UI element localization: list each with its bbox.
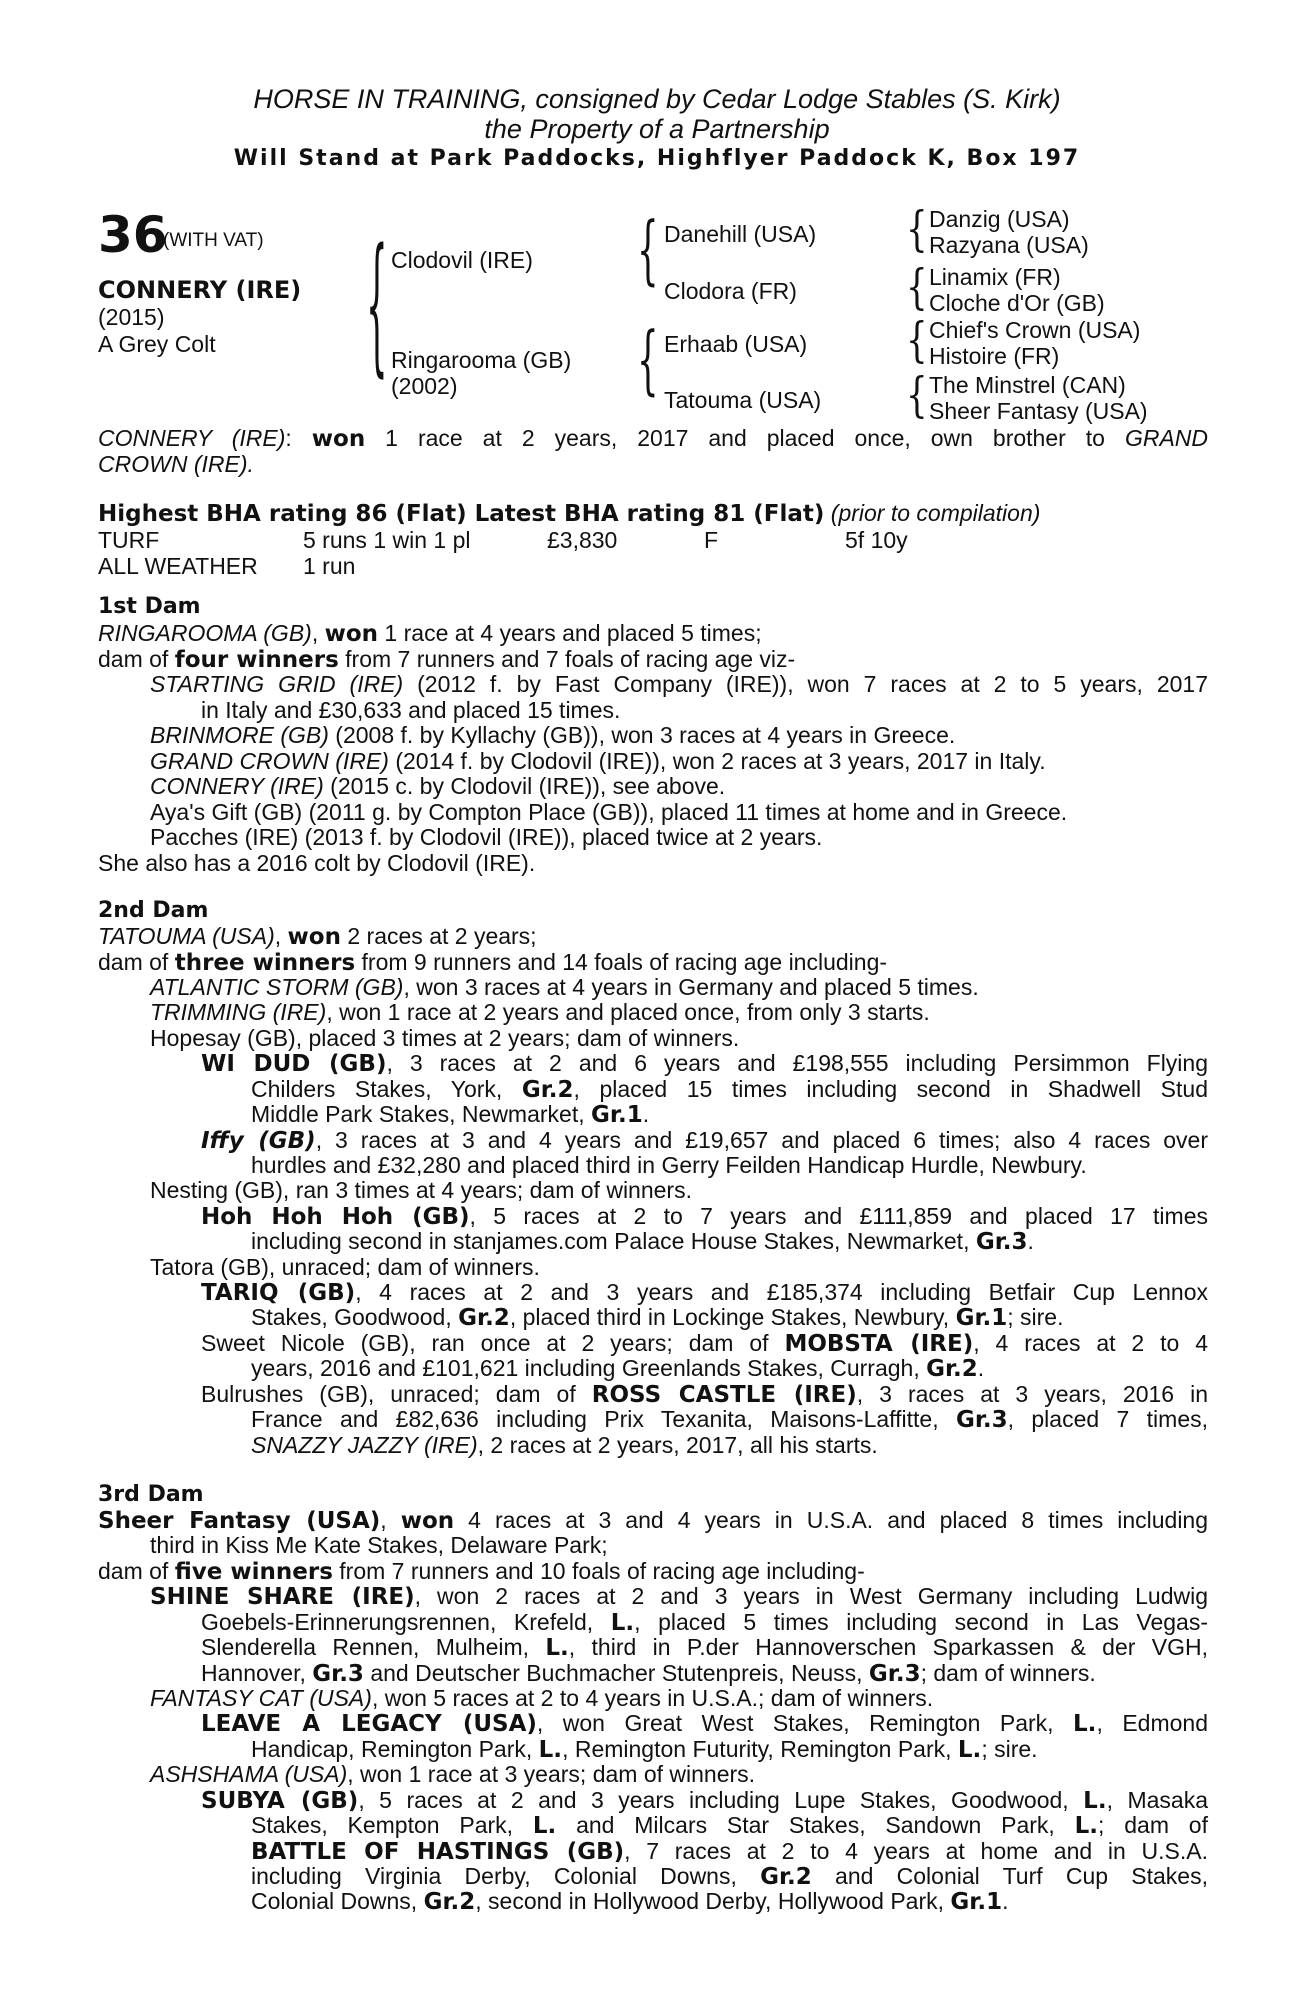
dam2-line: dam of three winners from 9 runners and 14 foals of racing age including- <box>98 949 888 976</box>
dam2-line: Sweet Nicole (GB), ran once at 2 years; dam of MOBSTA (IRE), 4 races at 2 to 4 <box>201 1330 1209 1357</box>
dam2-line: Nesting (GB), ran 3 times at 4 years; dam of winners. <box>150 1177 692 1203</box>
pedigree-gg1: Danzig (USA) <box>929 206 1070 232</box>
dam2-line: TRIMMING (IRE), won 1 race at 2 years and placed once, from only 3 starts. <box>150 999 930 1025</box>
header-property: the Property of a Partnership <box>484 114 830 144</box>
dam2-line: Iffy (GB), 3 races at 3 and 4 years and £19,657 and placed 6 times; also 4 races over <box>201 1127 1209 1154</box>
dam2-line: Stakes, Goodwood, Gr.2, placed third in Lockinge Stakes, Newbury, Gr.1; sire. <box>251 1304 1064 1331</box>
dam1-title: 1st Dam <box>98 594 201 619</box>
horse-description: A Grey Colt <box>98 331 216 357</box>
turf-label: TURF <box>98 527 160 553</box>
horse-year: (2015) <box>98 304 165 330</box>
dam3-line: FANTASY CAT (USA), won 5 races at 2 to 4 years in U.S.A.; dam of winners. <box>150 1685 934 1711</box>
dam2-line: years, 2016 and £101,621 including Greenlands Stakes, Curragh, Gr.2. <box>251 1355 985 1382</box>
dam3-line: Goebels-Erinnerungsrennen, Krefeld, L., placed 5 times including second in Las Vegas- <box>201 1609 1208 1636</box>
pedigree-sire-dam: Clodora (FR) <box>664 278 797 304</box>
turf-runs: 5 runs 1 win 1 pl <box>303 527 471 553</box>
horse-name: CONNERY (IRE) <box>98 276 302 304</box>
dam3-line: third in Kiss Me Kate Stakes, Delaware Park; <box>150 1532 608 1558</box>
dam3-title: 3rd Dam <box>98 1482 204 1507</box>
intro-line-2: CROWN (IRE). <box>98 451 254 477</box>
pedigree-sire-sire: Danehill (USA) <box>664 221 817 247</box>
pedigree-gg8: Sheer Fantasy (USA) <box>929 398 1148 424</box>
lot-number: 36 <box>98 206 168 264</box>
brace-icon: { <box>906 367 928 424</box>
brace-icon: { <box>366 218 388 395</box>
brace-icon: { <box>906 312 928 369</box>
pedigree-dam-sire: Erhaab (USA) <box>664 331 808 357</box>
aw-runs: 1 run <box>303 553 356 579</box>
brace-icon: { <box>637 207 659 296</box>
turf-going: F <box>704 527 719 553</box>
dam2-line: France and £82,636 including Prix Texanita, Maisons-Laffitte, Gr.3, placed 7 times, <box>251 1406 1209 1433</box>
dam1-line: RINGAROOMA (GB), won 1 race at 4 years and placed 5 times; <box>98 620 762 647</box>
dam1-line: CONNERY (IRE) (2015 c. by Clodovil (IRE)), see above. <box>150 773 726 799</box>
pedigree-dam-year: (2002) <box>391 373 458 399</box>
dam3-line: ASHSHAMA (USA), won 1 race at 3 years; dam of winners. <box>150 1761 756 1787</box>
rating-line: Highest BHA rating 86 (Flat) Latest BHA rating 81 (Flat) (prior to compilation) <box>98 500 1041 527</box>
dam3-line: dam of five winners from 7 runners and 10 foals of racing age including- <box>98 1558 865 1585</box>
pedigree-gg3: Linamix (FR) <box>929 264 1061 290</box>
pedigree-gg4: Cloche d'Or (GB) <box>929 290 1105 316</box>
dam3-line: SHINE SHARE (IRE), won 2 races at 2 and 3 years in West Germany including Ludwig <box>150 1583 1208 1610</box>
brace-icon: { <box>637 317 659 406</box>
dam1-line: STARTING GRID (IRE) (2012 f. by Fast Company (IRE)), won 7 races at 2 to 5 years, 2017 <box>150 671 1208 697</box>
dam1-line: She also has a 2016 colt by Clodovil (IRE). <box>98 850 536 876</box>
dam2-line: TARIQ (GB), 4 races at 2 and 3 years and £185,374 including Betfair Cup Lennox <box>201 1279 1209 1306</box>
pedigree-sire: Clodovil (IRE) <box>391 247 533 273</box>
header-stand: Will Stand at Park Paddocks, Highflyer Paddock K, Box 197 <box>233 146 1081 171</box>
dam2-line: SNAZZY JAZZY (IRE), 2 races at 2 years, 2017, all his starts. <box>251 1432 878 1458</box>
dam2-line: including second in stanjames.com Palace House Stakes, Newmarket, Gr.3. <box>251 1228 1034 1255</box>
dam3-line: LEAVE A LEGACY (USA), won Great West Stakes, Remington Park, L., Edmond <box>201 1710 1208 1737</box>
lot-vat: (WITH VAT) <box>163 230 264 251</box>
dam2-line: TATOUMA (USA), won 2 races at 2 years; <box>98 923 537 950</box>
dam2-line: Tatora (GB), unraced; dam of winners. <box>150 1254 540 1280</box>
brace-icon: { <box>906 201 928 258</box>
dam3-line: Slenderella Rennen, Mulheim, L., third in P.der Hannoverschen Sparkassen & der VGH, <box>201 1634 1208 1661</box>
dam1-line: in Italy and £30,633 and placed 15 times. <box>201 697 621 723</box>
dam2-line: ATLANTIC STORM (GB), won 3 races at 4 years in Germany and placed 5 times. <box>150 974 979 1000</box>
dam3-line: Handicap, Remington Park, L., Remington Futurity, Remington Park, L.; sire. <box>251 1736 1038 1763</box>
pedigree-gg7: The Minstrel (CAN) <box>929 372 1126 398</box>
intro-line: CONNERY (IRE): won 1 race at 2 years, 2017 and placed once, own brother to GRAND <box>98 425 1208 452</box>
dam2-title: 2nd Dam <box>98 898 209 923</box>
pedigree-gg2: Razyana (USA) <box>929 232 1089 258</box>
header-consignor: HORSE IN TRAINING, consigned by Cedar Lodge Stables (S. Kirk) <box>253 84 1061 114</box>
turf-money: £3,830 <box>547 527 618 553</box>
pedigree-dam-dam: Tatouma (USA) <box>664 387 822 413</box>
dam3-line: Sheer Fantasy (USA), won 4 races at 3 and 4 years in U.S.A. and placed 8 times including <box>98 1507 1209 1534</box>
dam2-line: hurdles and £32,280 and placed third in Gerry Feilden Handicap Hurdle, Newbury. <box>251 1152 1087 1178</box>
aw-label: ALL WEATHER <box>98 553 258 579</box>
dam1-line: GRAND CROWN (IRE) (2014 f. by Clodovil (IRE)), won 2 races at 3 years, 2017 in Italy. <box>150 748 1046 774</box>
dam3-line: SUBYA (GB), 5 races at 2 and 3 years including Lupe Stakes, Goodwood, L., Masaka <box>201 1787 1208 1814</box>
dam2-line: Bulrushes (GB), unraced; dam of ROSS CASTLE (IRE), 3 races at 3 years, 2016 in <box>201 1381 1208 1408</box>
pedigree-gg5: Chief's Crown (USA) <box>929 317 1141 343</box>
dam1-line: Pacches (IRE) (2013 f. by Clodovil (IRE)), placed twice at 2 years. <box>150 824 823 850</box>
dam1-line: dam of four winners from 7 runners and 7 foals of racing age viz- <box>98 646 796 673</box>
turf-distance: 5f 10y <box>845 527 908 553</box>
pedigree-gg6: Histoire (FR) <box>929 343 1060 369</box>
dam3-line: including Virginia Derby, Colonial Downs, Gr.2 and Colonial Turf Cup Stakes, <box>251 1863 1208 1890</box>
dam2-line: Hopesay (GB), placed 3 times at 2 years; dam of winners. <box>150 1025 740 1051</box>
dam3-line: BATTLE OF HASTINGS (GB), 7 races at 2 to 4 years at home and in U.S.A. <box>251 1838 1208 1865</box>
dam2-line: Hoh Hoh Hoh (GB), 5 races at 2 to 7 years and £111,859 and placed 17 times <box>201 1203 1208 1230</box>
pedigree-dam: Ringarooma (GB) <box>391 347 572 373</box>
dam1-line: BRINMORE (GB) (2008 f. by Kyllachy (GB)), won 3 races at 4 years in Greece. <box>150 722 956 748</box>
dam3-line: Colonial Downs, Gr.2, second in Hollywood Derby, Hollywood Park, Gr.1. <box>251 1888 1009 1915</box>
dam3-line: Hannover, Gr.3 and Deutscher Buchmacher Stutenpreis, Neuss, Gr.3; dam of winners. <box>201 1660 1096 1687</box>
dam2-line: Childers Stakes, York, Gr.2, placed 15 times including second in Shadwell Stud <box>251 1076 1208 1103</box>
dam3-line: Stakes, Kempton Park, L. and Milcars Star Stakes, Sandown Park, L.; dam of <box>251 1812 1208 1839</box>
dam2-line: Middle Park Stakes, Newmarket, Gr.1. <box>251 1101 650 1128</box>
dam1-line: Aya's Gift (GB) (2011 g. by Compton Place (GB)), placed 11 times at home and in Greece. <box>150 799 1068 825</box>
brace-icon: { <box>906 259 928 316</box>
dam2-line: WI DUD (GB), 3 races at 2 and 6 years and £198,555 including Persimmon Flying <box>201 1050 1208 1077</box>
